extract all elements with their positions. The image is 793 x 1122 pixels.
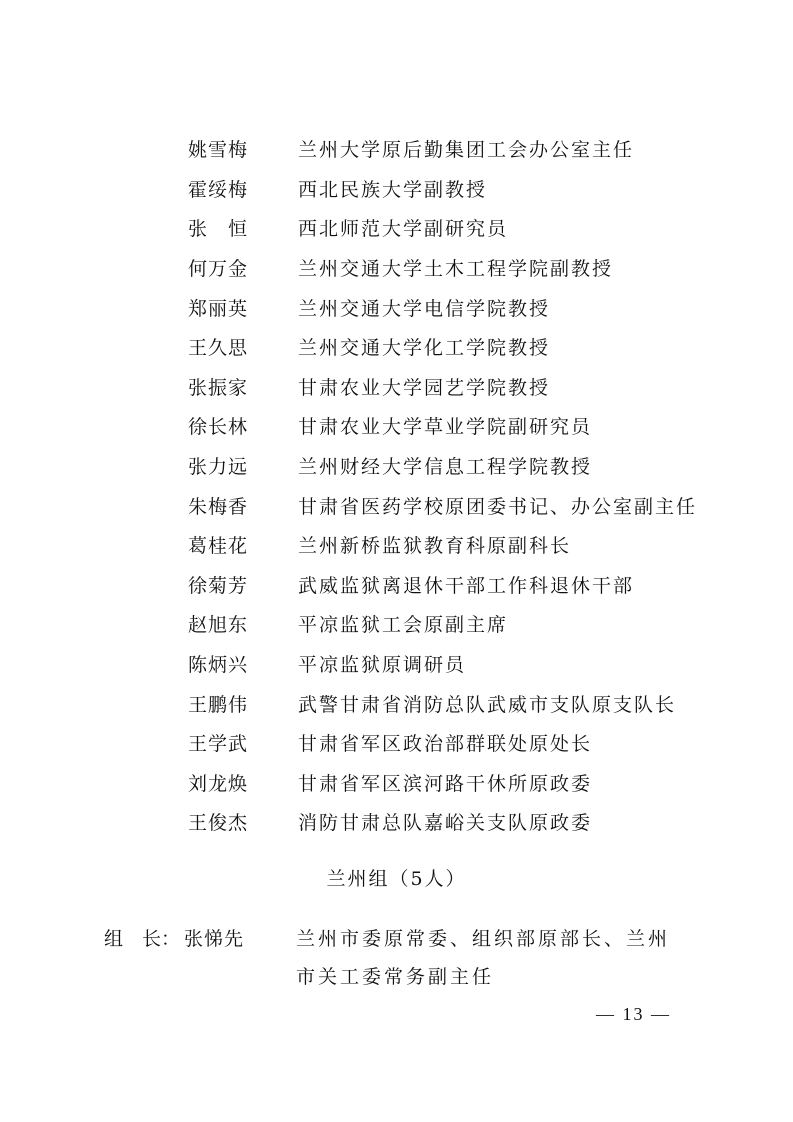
member-row	[188, 802, 748, 842]
member-position: 武威监狱离退休干部工作科退休干部	[298, 574, 635, 597]
member-name: 朱梅香	[188, 495, 249, 518]
member-list	[188, 129, 748, 842]
member-position: 消防甘肃总队嘉峪关支队原政委	[298, 812, 593, 835]
member-position: 西北师范大学副研究员	[298, 218, 509, 241]
member-name: 张振家	[188, 376, 249, 399]
member-row	[188, 446, 748, 486]
member-name: 王学武	[188, 733, 249, 756]
member-name: 姚雪梅	[188, 139, 249, 162]
member-position: 甘肃农业大学草业学院副研究员	[298, 416, 593, 439]
member-name: 王鹏伟	[188, 693, 249, 716]
member-position: 兰州新桥监狱教育科原副科长	[298, 535, 572, 558]
member-position: 兰州财经大学信息工程学院教授	[298, 456, 593, 479]
member-position: 甘肃省军区滨河路干休所原政委	[298, 772, 593, 795]
member-position: 兰州大学原后勤集团工会办公室主任	[298, 139, 635, 162]
page-number: — 13 —	[596, 1004, 671, 1024]
member-row	[188, 248, 748, 288]
member-position: 甘肃农业大学园艺学院教授	[298, 376, 551, 399]
member-row	[188, 129, 748, 169]
member-name: 王久思	[188, 337, 249, 360]
member-name: 徐菊芳	[188, 574, 249, 597]
group-leader-entry	[104, 924, 691, 996]
member-row	[188, 604, 748, 644]
member-row	[188, 644, 748, 684]
group-title: 兰州组（5人）	[326, 868, 467, 890]
member-name: 赵旭东	[188, 614, 249, 637]
member-name: 陈炳兴	[188, 654, 249, 677]
member-position: 武警甘肃省消防总队武威市支队原支队长	[298, 693, 677, 716]
member-row	[188, 485, 748, 525]
member-name: 郑丽英	[188, 297, 249, 320]
leader-name: 张悌先	[184, 928, 245, 950]
member-position: 甘肃省医药学校原团委书记、办公室副主任	[298, 495, 698, 518]
member-position: 兰州交通大学土木工程学院副教授	[298, 258, 614, 281]
member-row	[188, 208, 748, 248]
member-position: 兰州交通大学电信学院教授	[298, 297, 551, 320]
member-position: 平凉监狱原调研员	[298, 654, 467, 677]
member-row	[188, 763, 748, 803]
leader-role: 组 长：	[104, 928, 181, 950]
member-name: 张 恒	[188, 218, 249, 241]
member-name: 何万金	[188, 258, 249, 281]
member-name: 王俊杰	[188, 812, 249, 835]
member-row	[188, 723, 748, 763]
leader-position: 兰州市委原常委、组织部原部长、兰州市关工委常务副主任	[296, 928, 671, 988]
member-row	[188, 169, 748, 209]
member-position: 西北民族大学副教授	[298, 178, 488, 201]
member-position: 平凉监狱工会原副主席	[298, 614, 509, 637]
member-row	[188, 367, 748, 407]
member-position: 兰州交通大学化工学院教授	[298, 337, 551, 360]
member-row	[188, 565, 748, 605]
member-row	[188, 525, 748, 565]
member-row	[188, 406, 748, 446]
member-row	[188, 683, 748, 723]
member-position: 甘肃省军区政治部群联处原处长	[298, 733, 593, 756]
member-name: 刘龙焕	[188, 772, 249, 795]
member-row	[188, 327, 748, 367]
member-name: 霍绥梅	[188, 178, 249, 201]
member-name: 张力远	[188, 456, 249, 479]
member-name: 葛桂花	[188, 535, 249, 558]
member-name: 徐长林	[188, 416, 249, 439]
member-row	[188, 287, 748, 327]
